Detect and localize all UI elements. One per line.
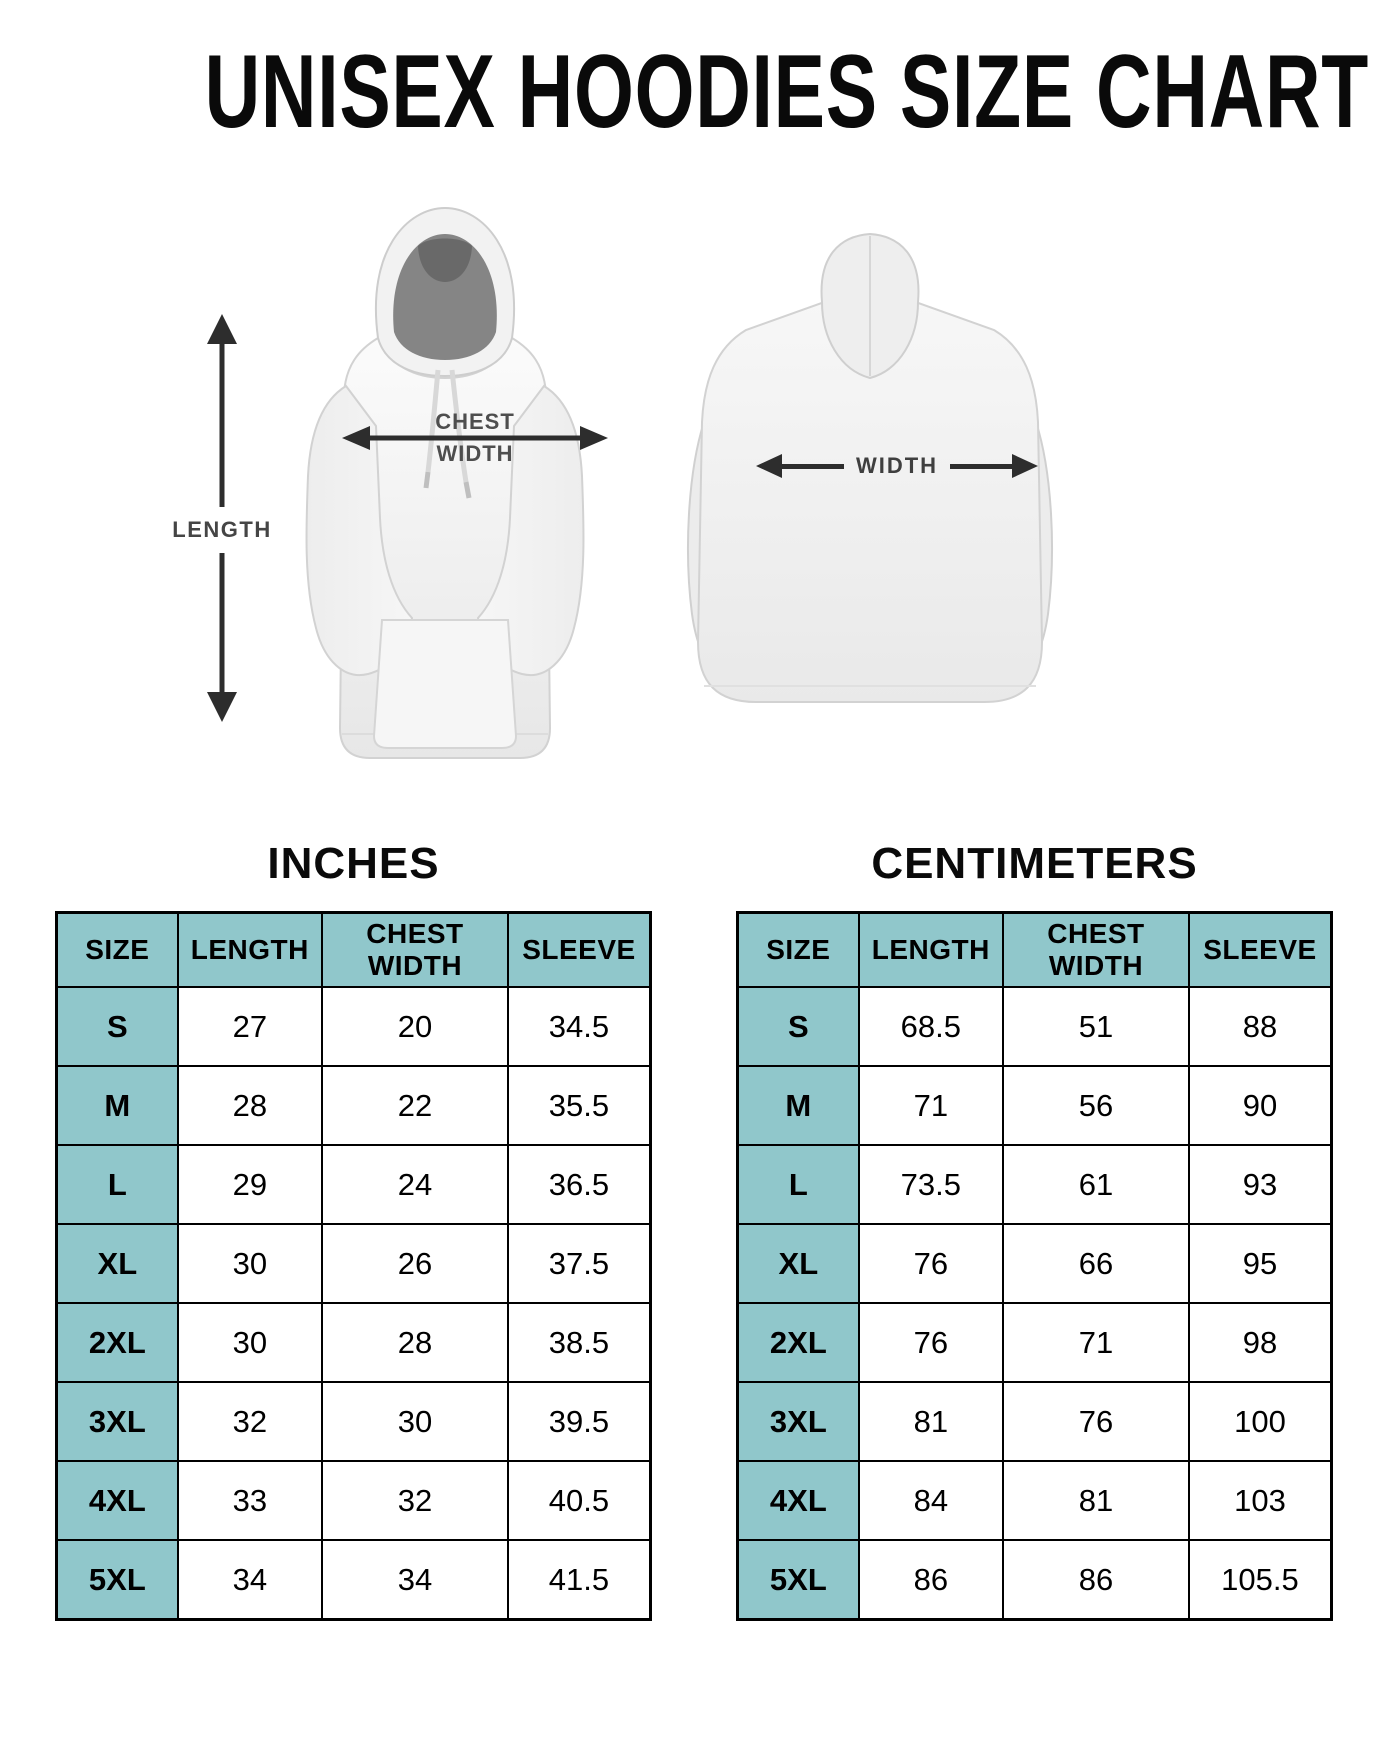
- value-cell: 81: [1003, 1461, 1189, 1540]
- table-row-xl: [57, 1224, 651, 1303]
- value-cell: 86: [1003, 1540, 1189, 1620]
- size-tables-section: [0, 839, 1388, 1621]
- value-cell: 38.5: [508, 1303, 651, 1382]
- column-header-size: SIZE: [738, 913, 859, 988]
- table-header-row: [738, 913, 1332, 988]
- column-header-sleeve: SLEEVE: [508, 913, 651, 988]
- table-row-4xl: [57, 1461, 651, 1540]
- value-cell: 33: [178, 1461, 322, 1540]
- inches-table-title: INCHES: [267, 839, 440, 888]
- value-cell: 100: [1189, 1382, 1332, 1461]
- size-cell: XL: [57, 1224, 178, 1303]
- size-cell: 5XL: [57, 1540, 178, 1620]
- table-row-m: [738, 1066, 1332, 1145]
- size-cell: 2XL: [738, 1303, 859, 1382]
- value-cell: 28: [178, 1066, 322, 1145]
- table-row-3xl: [57, 1382, 651, 1461]
- page-title-text: UNISEX HOODIES SIZE CHART: [204, 34, 1370, 150]
- hoodie-measurement-diagram: [74, 170, 1314, 795]
- table-row-s: [57, 987, 651, 1066]
- value-cell: 22: [322, 1066, 508, 1145]
- value-cell: 20: [322, 987, 508, 1066]
- value-cell: 30: [322, 1382, 508, 1461]
- value-cell: 73.5: [859, 1145, 1003, 1224]
- value-cell: 76: [859, 1224, 1003, 1303]
- table-row-l: [57, 1145, 651, 1224]
- value-cell: 28: [322, 1303, 508, 1382]
- size-cell: 3XL: [57, 1382, 178, 1461]
- length-label: LENGTH: [169, 507, 274, 553]
- value-cell: 61: [1003, 1145, 1189, 1224]
- value-cell: 103: [1189, 1461, 1332, 1540]
- table-row-5xl: [738, 1540, 1332, 1620]
- value-cell: 66: [1003, 1224, 1189, 1303]
- chest-width-label-line2: WIDTH: [436, 441, 514, 466]
- size-cell: M: [57, 1066, 178, 1145]
- hoodie-front-illustration: [270, 188, 620, 778]
- size-cell: M: [738, 1066, 859, 1145]
- width-arrow-line: [782, 464, 844, 469]
- column-header-chest-width: CHEST WIDTH: [1003, 913, 1189, 988]
- value-cell: 36.5: [508, 1145, 651, 1224]
- table-row-2xl: [57, 1303, 651, 1382]
- width-arrowhead-right-icon: [1012, 454, 1038, 478]
- size-cell: XL: [738, 1224, 859, 1303]
- size-cell: 3XL: [738, 1382, 859, 1461]
- column-header-length: LENGTH: [859, 913, 1003, 988]
- value-cell: 51: [1003, 987, 1189, 1066]
- inches-table-section: [55, 839, 652, 1621]
- table-header-row: [57, 913, 651, 988]
- value-cell: 39.5: [508, 1382, 651, 1461]
- size-cell: S: [738, 987, 859, 1066]
- table-row-s: [738, 987, 1332, 1066]
- chest-width-label-line1: CHEST: [435, 409, 515, 434]
- size-cell: L: [738, 1145, 859, 1224]
- column-header-sleeve: SLEEVE: [1189, 913, 1332, 988]
- length-arrow: [172, 312, 272, 724]
- table-row-l: [738, 1145, 1332, 1224]
- size-cell: 4XL: [738, 1461, 859, 1540]
- table-row-xl: [738, 1224, 1332, 1303]
- value-cell: 71: [1003, 1303, 1189, 1382]
- value-cell: 105.5: [1189, 1540, 1332, 1620]
- table-row-m: [57, 1066, 651, 1145]
- value-cell: 30: [178, 1224, 322, 1303]
- width-arrowhead-left-icon: [756, 454, 782, 478]
- value-cell: 29: [178, 1145, 322, 1224]
- size-cell: 4XL: [57, 1461, 178, 1540]
- centimeters-size-table: [736, 911, 1333, 1621]
- table-row-5xl: [57, 1540, 651, 1620]
- table-row-3xl: [738, 1382, 1332, 1461]
- value-cell: 88: [1189, 987, 1332, 1066]
- column-header-chest-width: CHEST WIDTH: [322, 913, 508, 988]
- size-cell: S: [57, 987, 178, 1066]
- value-cell: 32: [178, 1382, 322, 1461]
- value-cell: 37.5: [508, 1224, 651, 1303]
- value-cell: 34.5: [508, 987, 651, 1066]
- hoodie-back-illustration: [660, 222, 1080, 747]
- value-cell: 71: [859, 1066, 1003, 1145]
- value-cell: 34: [322, 1540, 508, 1620]
- value-cell: 32: [322, 1461, 508, 1540]
- value-cell: 76: [1003, 1382, 1189, 1461]
- value-cell: 24: [322, 1145, 508, 1224]
- page-title: [0, 34, 1388, 150]
- size-cell: L: [57, 1145, 178, 1224]
- chest-width-arrow: [340, 409, 610, 466]
- value-cell: 93: [1189, 1145, 1332, 1224]
- table-row-4xl: [738, 1461, 1332, 1540]
- inches-size-table: [55, 911, 652, 1621]
- width-arrow-line: [950, 464, 1012, 469]
- value-cell: 30: [178, 1303, 322, 1382]
- value-cell: 90: [1189, 1066, 1332, 1145]
- centimeters-table-section: [736, 839, 1333, 1621]
- value-cell: 26: [322, 1224, 508, 1303]
- value-cell: 40.5: [508, 1461, 651, 1540]
- value-cell: 68.5: [859, 987, 1003, 1066]
- size-cell: 2XL: [57, 1303, 178, 1382]
- column-header-length: LENGTH: [178, 913, 322, 988]
- value-cell: 84: [859, 1461, 1003, 1540]
- size-cell: 5XL: [738, 1540, 859, 1620]
- width-label: WIDTH: [855, 453, 939, 478]
- value-cell: 34: [178, 1540, 322, 1620]
- width-arrow: [756, 450, 1038, 482]
- column-header-size: SIZE: [57, 913, 178, 988]
- value-cell: 98: [1189, 1303, 1332, 1382]
- centimeters-table-title: CENTIMETERS: [871, 839, 1198, 888]
- value-cell: 27: [178, 987, 322, 1066]
- table-row-2xl: [738, 1303, 1332, 1382]
- value-cell: 56: [1003, 1066, 1189, 1145]
- value-cell: 41.5: [508, 1540, 651, 1620]
- value-cell: 35.5: [508, 1066, 651, 1145]
- value-cell: 76: [859, 1303, 1003, 1382]
- chest-width-label: [435, 411, 515, 465]
- value-cell: 81: [859, 1382, 1003, 1461]
- value-cell: 86: [859, 1540, 1003, 1620]
- value-cell: 95: [1189, 1224, 1332, 1303]
